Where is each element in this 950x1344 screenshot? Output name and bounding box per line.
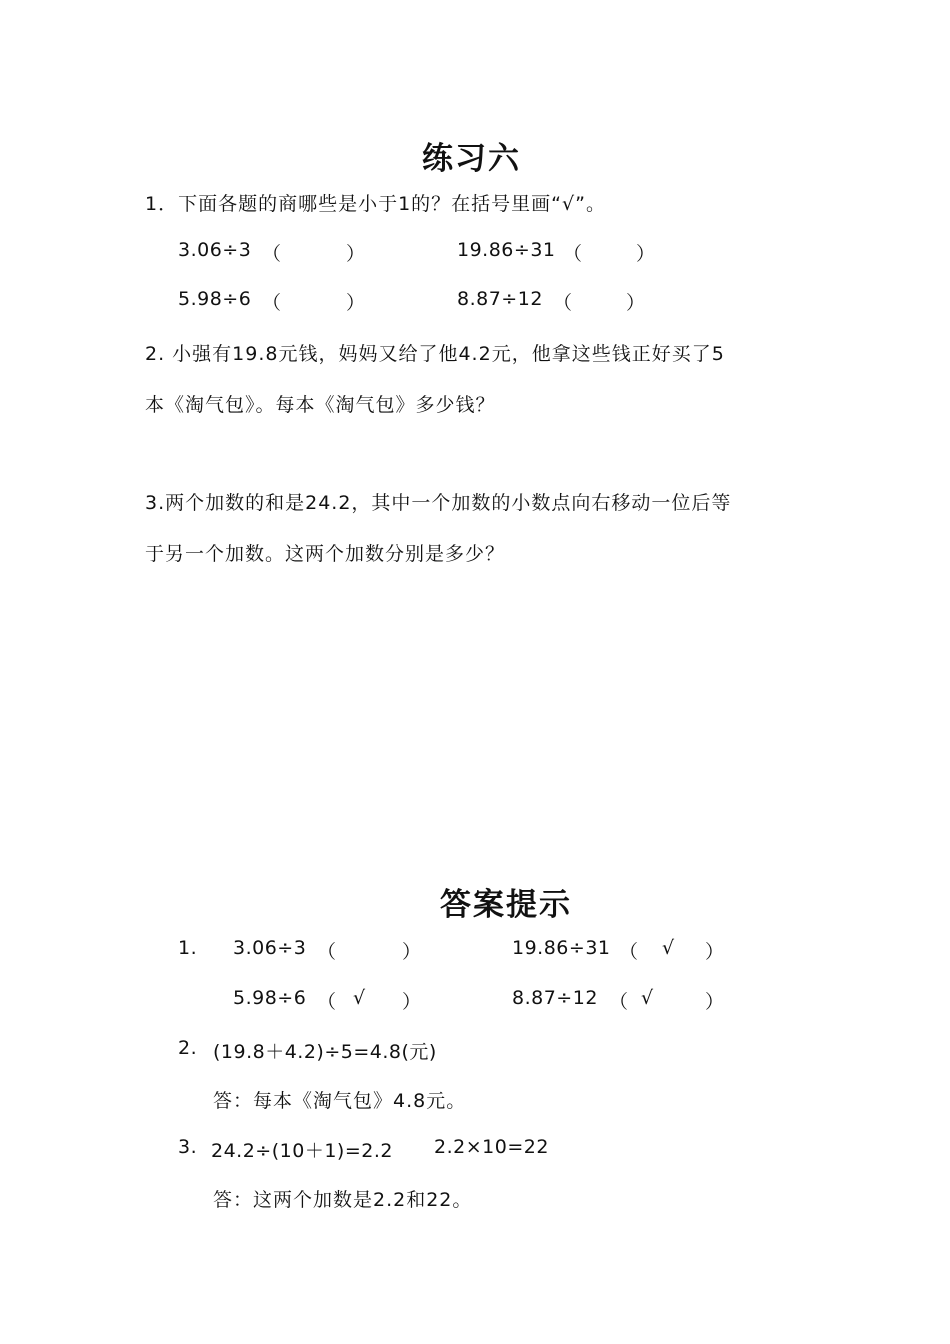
question-2-line-1: 2. 小强有19.8元钱，妈妈又给了他4.2元，他拿这些钱正好买了5 <box>145 343 725 365</box>
answer-3-statement: 答：这两个加数是2.2和22。 <box>213 1189 473 1211</box>
q1-item-expr: 8.87÷12 <box>457 288 543 310</box>
a1-item-open-paren: （ <box>317 991 337 1013</box>
a1-item-expr: 8.87÷12 <box>512 987 598 1009</box>
exercise-title: 练习六 <box>422 141 521 177</box>
a1-item-check-mark: √ <box>353 987 366 1009</box>
q1-item-answer-blank[interactable]: ） <box>636 243 656 265</box>
answer-3-calculation-1: 24.2÷(10＋1)=2.2 <box>211 1140 393 1162</box>
a1-item-expr: 5.98÷6 <box>233 987 307 1009</box>
q1-item-open-paren: （ <box>563 243 583 265</box>
a1-item-open-paren: （ <box>609 991 629 1013</box>
answer-2-statement: 答：每本《淘气包》4.8元。 <box>213 1090 467 1112</box>
question-3-line-1: 3.两个加数的和是24.2，其中一个加数的小数点向右移动一位后等 <box>145 492 732 514</box>
answer-2-number: 2. <box>178 1037 198 1059</box>
a1-item-close-paren: ） <box>402 941 422 963</box>
q1-item-answer-blank[interactable]: ） <box>626 292 646 314</box>
q1-item-answer-blank[interactable]: ） <box>346 292 366 314</box>
a1-item-expr: 19.86÷31 <box>512 937 611 959</box>
answer-3-number: 3. <box>178 1136 198 1158</box>
answer-1-number: 1. <box>178 937 198 959</box>
question-1-text: 1．下面各题的商哪些是小于1的？在括号里画“√”。 <box>145 193 606 215</box>
q1-item-expr: 3.06÷3 <box>178 239 252 261</box>
answer-2-calculation: (19.8＋4.2)÷5=4.8(元) <box>213 1041 437 1063</box>
a1-item-expr: 3.06÷3 <box>233 937 307 959</box>
q1-item-expr: 5.98÷6 <box>178 288 252 310</box>
a1-item-open-paren: （ <box>619 941 639 963</box>
q1-item-expr: 19.86÷31 <box>457 239 556 261</box>
a1-item-close-paren: ） <box>705 991 725 1013</box>
a1-item-open-paren: （ <box>317 941 337 963</box>
q1-item-open-paren: （ <box>262 243 282 265</box>
a1-item-close-paren: ） <box>402 991 422 1013</box>
a1-item-close-paren: ） <box>705 941 725 963</box>
a1-item-check-mark: √ <box>662 937 675 959</box>
question-3-line-2: 于另一个加数。这两个加数分别是多少？ <box>145 543 506 565</box>
a1-item-check-mark: √ <box>641 987 654 1009</box>
q1-item-open-paren: （ <box>553 292 573 314</box>
answers-title: 答案提示 <box>440 887 572 923</box>
question-2-line-2: 本《淘气包》。每本《淘气包》多少钱？ <box>145 394 496 416</box>
q1-item-open-paren: （ <box>262 292 282 314</box>
q1-item-answer-blank[interactable]: ） <box>346 243 366 265</box>
answer-3-calculation-2: 2.2×10=22 <box>434 1136 549 1158</box>
